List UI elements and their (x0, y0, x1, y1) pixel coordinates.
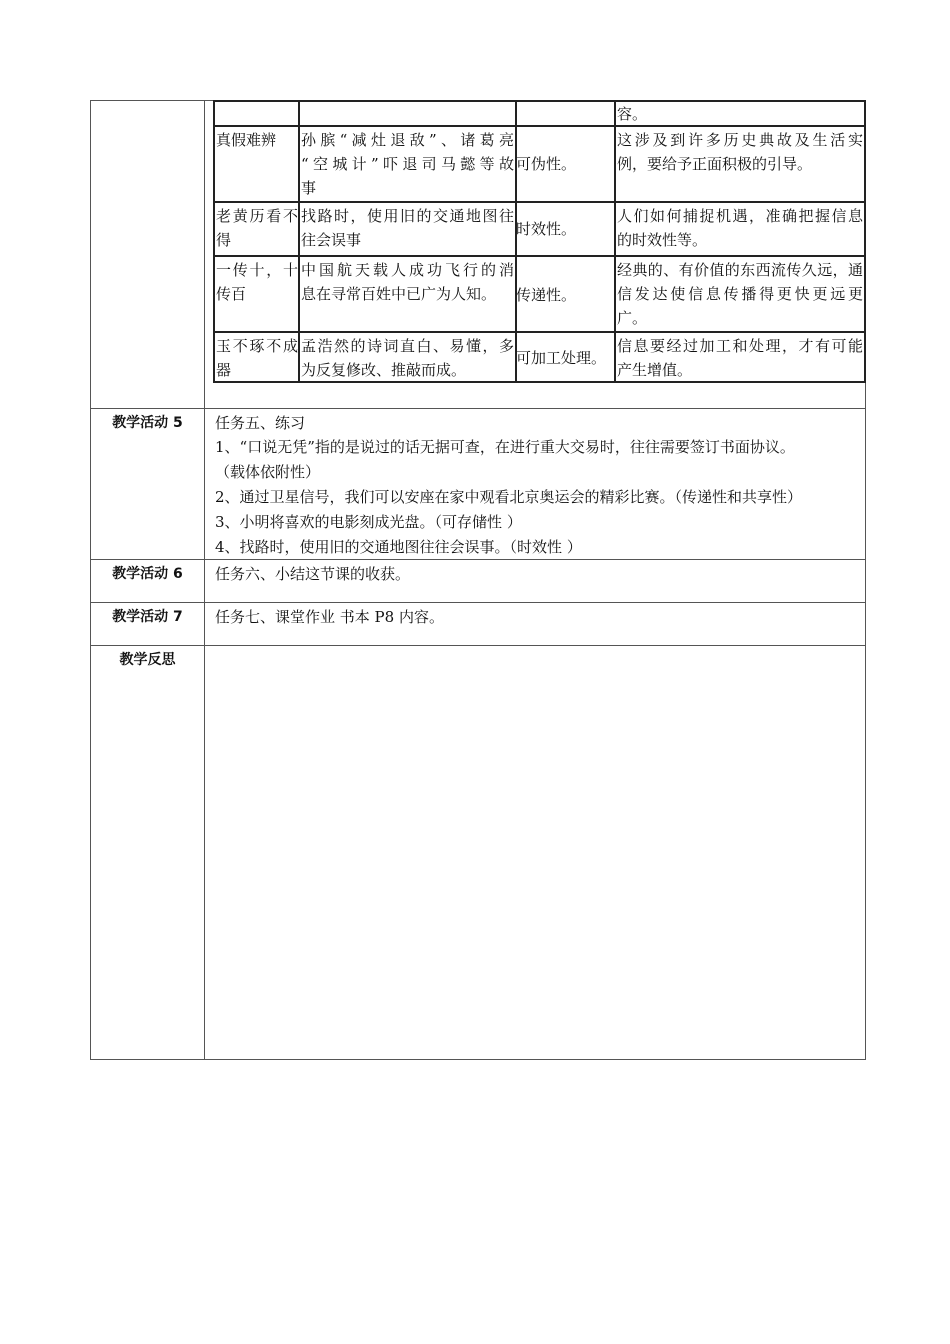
table-cell (216, 204, 298, 252)
inner-row-divider (213, 201, 866, 203)
activity-6-text: 任务六、小结这节课的收获。 (215, 565, 411, 583)
cell-line: 信发达使信息传播得更快更远更 (617, 285, 863, 303)
table-cell: 传递性。 (516, 286, 577, 304)
activity-5-line: （载体依附性） (215, 463, 321, 481)
table-cell (301, 258, 514, 306)
table-cell (617, 204, 863, 252)
cell-line: 中国航天载人成功飞行的消 (301, 261, 514, 279)
table-cell (301, 204, 514, 252)
table-cell (617, 258, 863, 330)
table-cell (617, 128, 863, 176)
cell-line: 得 (216, 231, 232, 249)
cell-line: 人们如何捕捉机遇，准确把握信息 (617, 207, 863, 225)
activity-7-label: 教学活动 7 (112, 609, 183, 625)
inner-column-divider (614, 100, 616, 383)
table-cell (617, 334, 863, 382)
activity-5-line: 1、“口说无凭”指的是说过的话无据可查，在进行重大交易时，往往需要签订书面协议。 (215, 438, 795, 456)
table-cell: 真假难辨 (216, 131, 277, 149)
activity-5-line: 3、小明将喜欢的电影刻成光盘。（可存储性 ） (215, 513, 522, 531)
table-cell (301, 334, 514, 382)
cell-line: 信息要经过加工和处理，才有可能 (617, 337, 863, 355)
row-divider (90, 559, 866, 560)
table-cell (216, 334, 298, 382)
cell-line: 传百 (216, 285, 247, 303)
cell-line: 息在寻常百姓中已广为人知。 (301, 285, 497, 303)
row-divider (90, 408, 866, 409)
cell-line: 产生增值。 (617, 361, 693, 379)
row-divider (90, 602, 866, 603)
activity-7-text: 任务七、课堂作业 书本 P8 内容。 (215, 608, 444, 626)
inner-row-divider (213, 255, 866, 257)
activity-5-line: 4、找路时，使用旧的交通地图往往会误事。（时效性 ） (215, 538, 582, 556)
cell-line: 找路时，使用旧的交通地图往 (301, 207, 514, 225)
inner-column-divider (515, 100, 517, 383)
table-cell (301, 128, 514, 200)
cell-line: 例，要给予正面积极的引导。 (617, 155, 813, 173)
cell-line: 经典的、有价值的东西流传久远，通 (617, 261, 863, 279)
table-cell (216, 258, 298, 306)
cell-line: 事 (301, 179, 317, 197)
table-cell: 可伪性。 (516, 155, 577, 173)
table-cell: 可加工处理。 (516, 349, 607, 367)
cell-line: 老黄历看不 (216, 207, 298, 225)
reflection-label: 教学反思 (119, 652, 176, 668)
inner-row-divider (213, 331, 866, 333)
row-divider (90, 645, 866, 646)
cell-line: 广。 (617, 309, 648, 327)
cell-line: 孙膑“减灶退敌”、诸葛亮 (301, 131, 514, 149)
activity-5-label: 教学活动 5 (112, 415, 183, 431)
cell-line: 的时效性等。 (617, 231, 708, 249)
cell-line: 为反复修改、推敲而成。 (301, 361, 467, 379)
activity-5-line: 任务五、练习 (215, 414, 306, 432)
cell-line: 一传十，十 (216, 261, 298, 279)
activity-5-line: 2、通过卫星信号，我们可以安座在家中观看北京奥运会的精彩比赛。（传递性和共享性） (215, 488, 803, 506)
cell-line: 器 (216, 361, 232, 379)
cell-line: “空城计”吓退司马懿等故 (301, 155, 514, 173)
table-column-divider (204, 100, 205, 1060)
table-cell: 容。 (617, 105, 648, 123)
activity-6-label: 教学活动 6 (112, 566, 183, 582)
cell-line: 往会误事 (301, 231, 362, 249)
inner-column-divider (298, 100, 300, 383)
cell-line: 玉不琢不成 (216, 337, 298, 355)
cell-line: 这涉及到许多历史典故及生活实 (617, 131, 863, 149)
table-cell: 时效性。 (516, 220, 577, 238)
cell-line: 孟浩然的诗词直白、易懂，多 (301, 337, 514, 355)
